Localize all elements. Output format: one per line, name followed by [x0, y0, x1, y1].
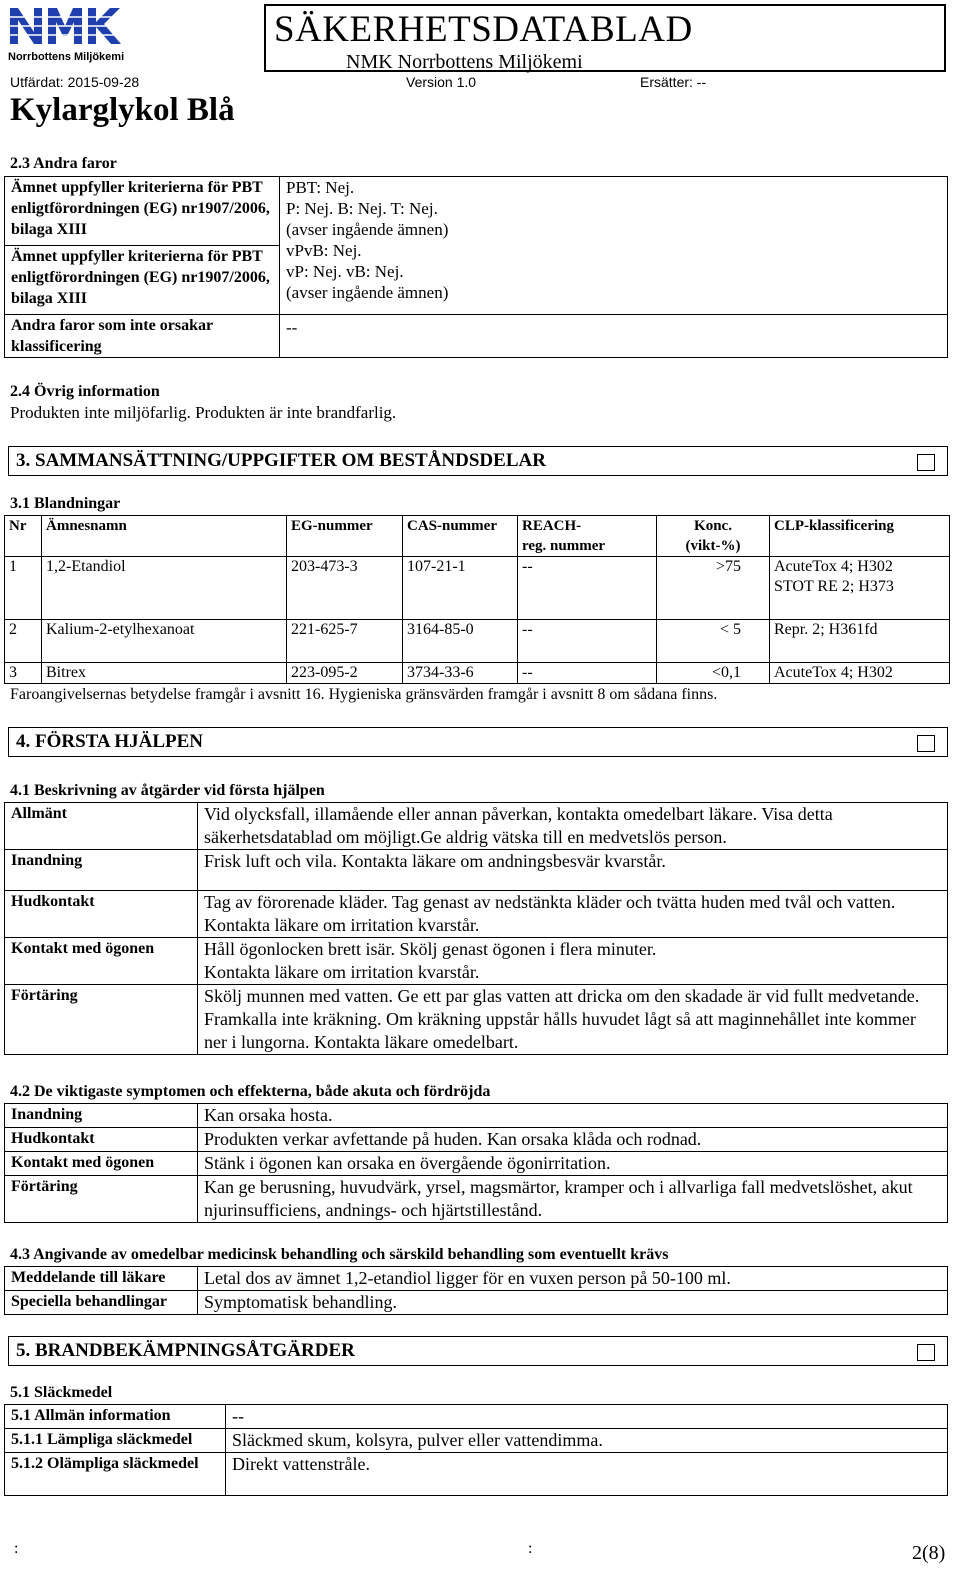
- row-value: Direkt vattenstråle.: [226, 1453, 948, 1496]
- cell-name: Bitrex: [42, 663, 287, 684]
- cell-conc: <0,1: [657, 663, 770, 684]
- row-value: Kan orsaka hosta.: [198, 1104, 948, 1128]
- cell-conc: < 5: [657, 620, 770, 663]
- logo-subtitle: Norrbottens Miljökemi: [8, 51, 125, 63]
- cell-eg: 221-625-7: [287, 620, 403, 663]
- row-value: Kan ge berusning, huvudvärk, yrsel, magsmärtor, kramper och i allvarliga fall medvetslöshet, akut njurinsufficiens, andnings- och hjärtstillestånd.: [198, 1176, 948, 1223]
- header-reach: REACH- reg. nummer: [518, 516, 657, 557]
- header-cas: CAS-nummer: [403, 516, 518, 557]
- row-label: Inandning: [5, 1104, 198, 1128]
- header-clp: CLP-klassificering: [770, 516, 950, 557]
- section-4-2-heading: 4.2 De viktigaste symptomen och effekterna, både akuta och fördröjda: [10, 1083, 491, 1100]
- cell-nr: 3: [5, 663, 42, 684]
- header-conc: Konc. (vikt-%): [657, 516, 770, 557]
- header-eg: EG-nummer: [287, 516, 403, 557]
- row-value: Håll ögonlocken brett isär. Skölj genast ögonen i flera minuter. Kontakta läkare om irritation kvarstår.: [198, 938, 948, 985]
- row-value: Stänk i ögonen kan orsaka en övergående ögonirritation.: [198, 1152, 948, 1176]
- cell-name: 1,2-Etandiol: [42, 557, 287, 620]
- header-nr: Nr: [5, 516, 42, 557]
- table-row: [5, 891, 948, 938]
- table-row: [5, 985, 948, 1055]
- row-label: Förtäring: [5, 985, 198, 1055]
- table-row: [5, 1104, 948, 1128]
- table-row: [5, 557, 950, 620]
- row-label: 5.1 Allmän information: [5, 1405, 226, 1429]
- section-5-bar: [8, 1336, 948, 1366]
- section-3-note: Faroangivelsernas betydelse framgår i avsnitt 16. Hygieniska gränsvärden framgår i avsnitt 8 om sådana finns.: [10, 686, 718, 703]
- cell-clp: AcuteTox 4; H302 STOT RE 2; H373: [770, 557, 950, 620]
- row-label: Meddelande till läkare: [5, 1267, 198, 1291]
- document-title: SÄKERHETSDATABLAD: [274, 9, 693, 50]
- section-4-3-heading: 4.3 Angivande av omedelbar medicinsk behandling och särskild behandling som eventuellt krävs: [10, 1246, 669, 1263]
- row-value: Produkten verkar avfettande på huden. Kan orsaka klåda och rodnad.: [198, 1128, 948, 1152]
- row-label: 5.1.2 Olämpliga släckmedel: [5, 1453, 226, 1496]
- page-number: 2(8): [912, 1542, 946, 1564]
- row-value: Vid olycksfall, illamående eller annan påverkan, kontakta omedelbart läkare. Visa detta säkerhetsdatablad om möjligt.Ge aldrig vätska till en medvetslös person.: [198, 803, 948, 850]
- row-label: Speciella behandlingar: [5, 1291, 198, 1315]
- nmk-logo-icon: [8, 4, 140, 46]
- row-label: Allmänt: [5, 803, 198, 850]
- row-label: Kontakt med ögonen: [5, 1152, 198, 1176]
- section-2-4-text: Produkten inte miljöfarlig. Produkten är inte brandfarlig.: [10, 403, 397, 422]
- cell-cas: 3734-33-6: [403, 663, 518, 684]
- cell-cas: 107-21-1: [403, 557, 518, 620]
- row-value: Skölj munnen med vatten. Ge ett par glas vatten att dricka om den skadade är vid fullt medvetande. Framkalla inte kräkning. Om kräkning uppstår hålls huvudet lågt så att maginnehållet inte kommer ner i lungorna. Kontakta läkare omedelbart.: [198, 985, 948, 1055]
- cell-reach: --: [518, 663, 657, 684]
- header-name: Ämnesnamn: [42, 516, 287, 557]
- table-row: [5, 938, 948, 985]
- extinguishing-table: [4, 1404, 948, 1496]
- row-value: --: [280, 315, 948, 358]
- table-row: [5, 1429, 948, 1453]
- cell-nr: 1: [5, 557, 42, 620]
- row-label: Inandning: [5, 850, 198, 891]
- first-aid-table: [4, 802, 948, 1055]
- row-label: Förtäring: [5, 1176, 198, 1223]
- row-value: Symptomatisk behandling.: [198, 1291, 948, 1315]
- cell-eg: 203-473-3: [287, 557, 403, 620]
- row-label: 5.1.1 Lämpliga släckmedel: [5, 1429, 226, 1453]
- table-row: [5, 1176, 948, 1223]
- section-4-bar: [8, 727, 948, 757]
- cell-reach: --: [518, 620, 657, 663]
- row-label: Andra faror som inte orsakar klassificering: [5, 315, 280, 358]
- cell-cas: 3164-85-0: [403, 620, 518, 663]
- table-header-row: [5, 516, 950, 557]
- row-label: Hudkontakt: [5, 1128, 198, 1152]
- table-row: [5, 1267, 948, 1291]
- cell-reach: --: [518, 557, 657, 620]
- section-3-bar: [8, 446, 948, 476]
- row-value: --: [226, 1405, 948, 1429]
- row-label: Ämnet uppfyller kriterierna för PBT enligtförordningen (EG) nr1907/2006, bilaga XIII: [5, 246, 280, 315]
- section-4-1-heading: 4.1 Beskrivning av åtgärder vid första hjälpen: [10, 782, 325, 799]
- issued-date: Utfärdat: 2015-09-28: [10, 74, 140, 90]
- version-label: Version 1.0: [406, 74, 477, 90]
- company-logo: [8, 4, 140, 66]
- cell-clp: Repr. 2; H361fd: [770, 620, 950, 663]
- row-value: PBT: Nej. P: Nej. B: Nej. T: Nej. (avser ingående ämnen) vPvB: Nej. vP: Nej. vB: Nej. (avser ingående ämnen): [280, 177, 948, 315]
- product-name: Kylarglykol Blå: [10, 92, 235, 128]
- checkbox-icon: [917, 735, 935, 752]
- row-value: Letal dos av ämnet 1,2-etandiol ligger för en vuxen person på 50-100 ml.: [198, 1267, 948, 1291]
- checkbox-icon: [917, 454, 935, 471]
- row-label: Ämnet uppfyller kriterierna för PBT enligtförordningen (EG) nr1907/2006, bilaga XIII: [5, 177, 280, 246]
- footer-left: :: [14, 1540, 19, 1557]
- section-3-title: 3. SAMMANSÄTTNING/UPPGIFTER OM BESTÅNDSDELAR: [16, 450, 546, 471]
- row-value: Släckmed skum, kolsyra, pulver eller vattendimma.: [226, 1429, 948, 1453]
- table-row: [5, 177, 948, 246]
- section-4-title: 4. FÖRSTA HJÄLPEN: [16, 731, 204, 752]
- treatment-table: [4, 1266, 948, 1315]
- replaces-label: Ersätter: --: [640, 74, 707, 90]
- document-title-box: [264, 4, 946, 72]
- section-2-4-heading: 2.4 Övrig information: [10, 383, 160, 400]
- cell-clp: AcuteTox 4; H302: [770, 663, 950, 684]
- symptoms-table: [4, 1103, 948, 1223]
- table-row: [5, 850, 948, 891]
- cell-nr: 2: [5, 620, 42, 663]
- row-label: Hudkontakt: [5, 891, 198, 938]
- table-row: [5, 1453, 948, 1496]
- table-row: [5, 1405, 948, 1429]
- checkbox-icon: [917, 1344, 935, 1361]
- row-label: Kontakt med ögonen: [5, 938, 198, 985]
- table-row: [5, 620, 950, 663]
- section-3-1-heading: 3.1 Blandningar: [10, 495, 121, 512]
- table-row: [5, 1152, 948, 1176]
- table-row: [5, 1291, 948, 1315]
- section-2-3-heading: 2.3 Andra faror: [10, 155, 117, 172]
- table-row: [5, 803, 948, 850]
- cell-eg: 223-095-2: [287, 663, 403, 684]
- table-row: [5, 663, 950, 684]
- section-5-title: 5. BRANDBEKÄMPNINGSÅTGÄRDER: [16, 1340, 355, 1361]
- cell-conc: >75: [657, 557, 770, 620]
- footer-mid: :: [528, 1540, 533, 1557]
- table-row: [5, 315, 948, 358]
- row-value: Tag av förorenade kläder. Tag genast av nedstänkta kläder och tvätta huden med tvål och vatten. Kontakta läkare om irritation kvarstår.: [198, 891, 948, 938]
- mixture-table: [4, 515, 950, 684]
- table-row: [5, 1128, 948, 1152]
- row-value: Frisk luft och vila. Kontakta läkare om andningsbesvär kvarstår.: [198, 850, 948, 891]
- section-2-3-table: [4, 176, 948, 358]
- section-5-1-heading: 5.1 Släckmedel: [10, 1384, 113, 1401]
- company-name: NMK Norrbottens Miljökemi: [346, 51, 583, 73]
- cell-name: Kalium-2-etylhexanoat: [42, 620, 287, 663]
